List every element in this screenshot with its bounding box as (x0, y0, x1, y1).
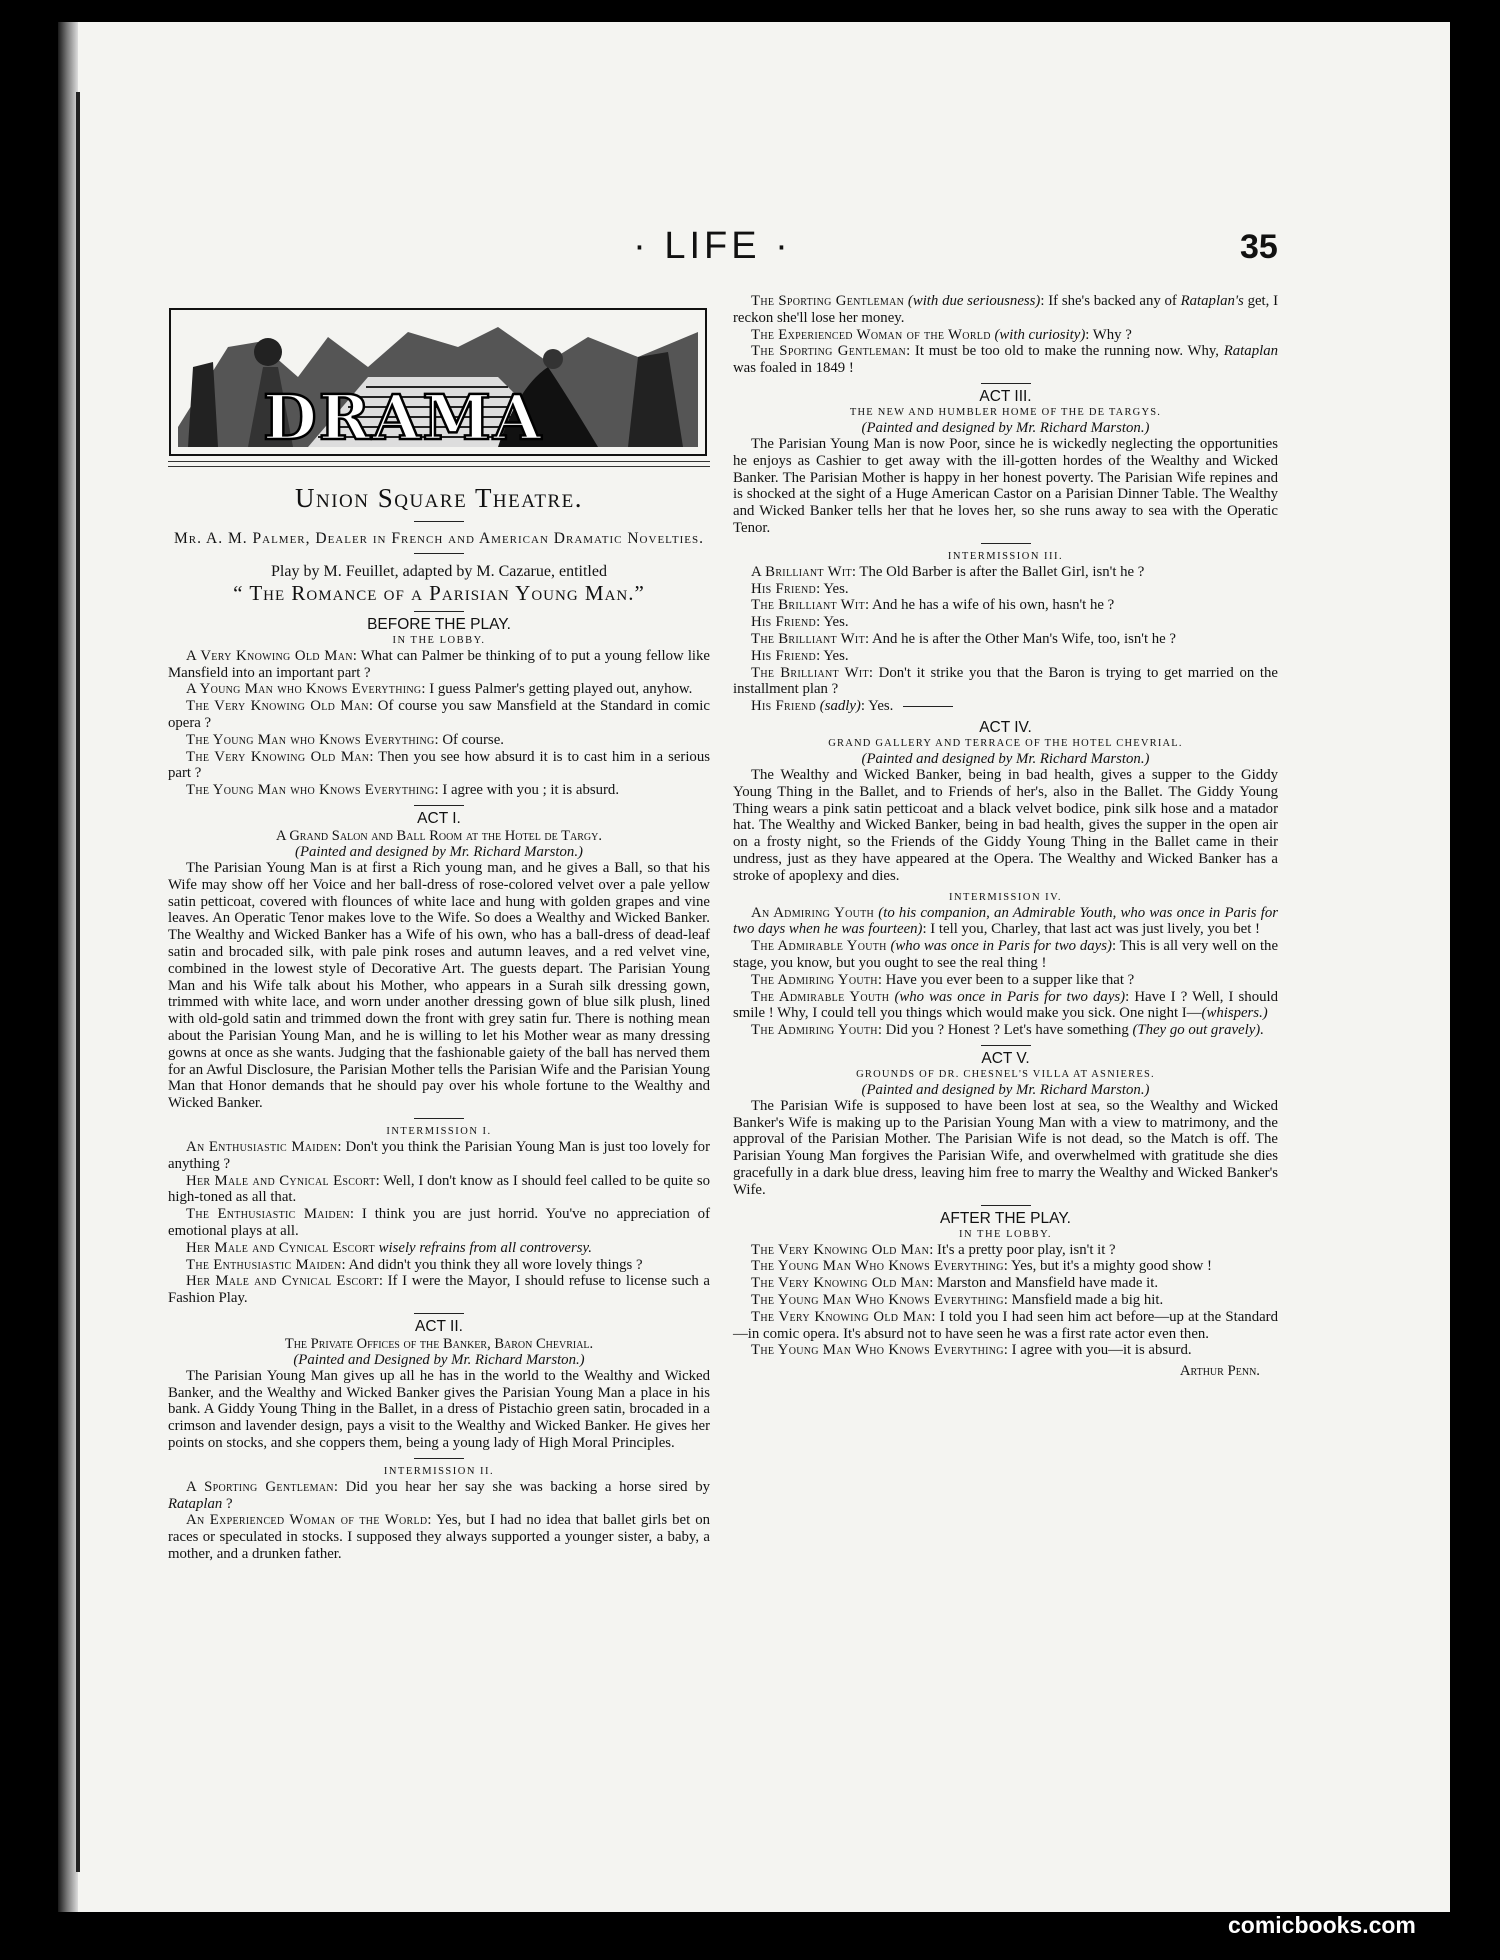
act-credit: (Painted and designed by Mr. Richard Marston.) (861, 750, 1150, 767)
dialogue-line: The Very Knowing Old Man: I told you I had seen him act before—up at the Standard—in comic opera. It's absurd not to have seen he was a first rate actor even then. (733, 1308, 1278, 1342)
dialogue-line: His Friend: Yes. (751, 580, 849, 597)
after-play-subheading: IN THE LOBBY. (959, 1228, 1052, 1240)
act-heading: ACT II. (415, 1317, 463, 1335)
dialogue-line: The Young Man who Knows Everything: Of course. (186, 731, 504, 748)
dialogue-line: The Brilliant Wit: And he has a wife of his own, hasn't he ? (751, 597, 1115, 614)
dialogue-line: A Sporting Gentleman: Did you hear her say she was backing a horse sired by Rataplan ? (168, 1478, 710, 1512)
act-synopsis: The Parisian Young Man is now Poor, since he is wickedly neglecting the opportunities he enjoys as Cashier to get away with the ill-gotten hordes of the Wealthy and Wicked Banker. The Parisian Mother is happy in her honest poverty. The Parisian Wife repines and is shocked at the sight of a Huge American Castor on a Parisian Dinner Table. The Wealthy and Wicked Banker tells her that he loves her, so she runs away to sea with the Operatic Tenor. (733, 435, 1278, 536)
dialogue-line: The Sporting Gentleman (with due seriousness): If she's backed any of Rataplan's get, I reckon she'll lose her money. (733, 293, 1279, 326)
dialogue-line: His Friend (sadly): Yes. (733, 698, 1278, 715)
dialogue-line: The Experienced Woman of the World (with curiosity): Why ? (751, 326, 1132, 343)
dialogue-line: Her Male and Cynical Escort wisely refrains from all controversy. (186, 1239, 592, 1256)
author-signature: Arthur Penn. (1179, 1363, 1260, 1380)
dialogue-line: His Friend: Yes. (751, 614, 849, 631)
dialogue-line: His Friend: Yes. (751, 647, 849, 664)
act-synopsis: The Wealthy and Wicked Banker, being in bad health, gives a supper to the Giddy Young Thing in the Ballet, and to Friends of her's, also in the Ballet. The Giddy Young Thing wears a pink satin petticoat and a black velvet bodice, pink silk hose and a matador hat. The Wealthy and Wicked Banker, being in bad health, gives the supper in the open air on a frosty night, so the Friends of the Giddy Young Thing in the Ballet came in their undress, just as they have appeared at the Opera. The Wealthy and Wicked Banker has a stroke of apoplexy and dies. (733, 766, 1278, 884)
act-credit: (Painted and designed by Mr. Richard Marston.) (861, 419, 1150, 436)
dialogue-line: The Brilliant Wit: And he is after the Other Man's Wife, too, isn't he ? (751, 630, 1177, 647)
act-credit: (Painted and designed by Mr. Richard Marston.) (861, 1081, 1150, 1098)
play-credit-line: Play by M. Feuillet, adapted by M. Cazarue, entitled (271, 563, 607, 580)
divider (981, 1205, 1031, 1206)
intermission-heading: INTERMISSION II. (383, 1465, 495, 1477)
divider (981, 383, 1031, 384)
dialogue-line: Her Male and Cynical Escort: Well, I don't know as I should feel called to be quite so high-toned as all that. (168, 1172, 710, 1206)
divider (414, 805, 464, 806)
divider (414, 611, 464, 612)
watermark: comicbooks.com (1228, 1912, 1416, 1938)
act-heading: ACT III. (979, 387, 1032, 405)
dialogue-line: The Admirable Youth (who was once in Paris for two days): This is all very well on the stage, you know, but you ought to see the real thing ! (733, 938, 1279, 971)
dialogue-line: The Admiring Youth: Have you ever been to a supper like that ? (751, 971, 1135, 988)
act-location: GRAND GALLERY AND TERRACE OF THE HOTEL CHEVRIAL. (828, 737, 1183, 749)
dialogue-line: The Very Knowing Old Man: Marston and Mansfield have made it. (751, 1275, 1159, 1292)
act-location: GROUNDS OF DR. CHESNEL'S VILLA AT ASNIERES. (856, 1068, 1155, 1080)
dialogue-line: The Enthusiastic Maiden: And didn't you think they all wore lovely things ? (186, 1256, 643, 1273)
dialogue-line: A Very Knowing Old Man: What can Palmer be thinking of to put a young fellow like Mansfield into an important part ? (168, 647, 711, 681)
before-play-subheading: IN THE LOBBY. (392, 634, 486, 646)
page-gutter-shadow (58, 22, 78, 1912)
dialogue-line: The Young Man Who Knows Everything: Mansfield made a big hit. (751, 1292, 1164, 1309)
after-play-heading: AFTER THE PLAY. (940, 1209, 1071, 1227)
act-location: The Private Offices of the Banker, Baron Chevrial. (284, 1335, 594, 1352)
dialogue-line: The Brilliant Wit: Don't it strike you that the Baron is trying to get married on the installment plan ? (733, 664, 1278, 698)
act-location: THE NEW AND HUMBLER HOME OF THE DE TARGYS. (849, 406, 1162, 418)
dialogue-line: The Sporting Gentleman: It must be too old to make the running now. Why, Rataplan was foaled in 1849 ! (733, 343, 1279, 377)
act-synopsis: The Parisian Young Man gives up all he has in the world to the Wealthy and Wicked Banker, and the Wealthy and Wicked Banker gives the Parisian Young Man a place in his bank. A Giddy Young Thing in the Ballet, in a dress of Pistachio green satin, brocaded in a crimson and lavender design, pays a visit to the Wealthy and Wicked Banker. He gives her points on stocks, and she coppers them, being a young lady of High Moral Principles. (168, 1367, 710, 1452)
intermission-heading: INTERMISSION IV. (948, 891, 1063, 903)
dialogue-line: The Young Man who Knows Everything: I agree with you ; it is absurd. (186, 782, 620, 799)
running-head: · LIFE · (633, 225, 792, 267)
play-title: “ The Romance of a Parisian Young Man.” (233, 580, 645, 605)
drama-banner-illustration (168, 307, 708, 457)
banner-double-rule (168, 461, 710, 467)
divider (414, 1118, 464, 1119)
act-synopsis: The Parisian Young Man is at first a Rich young man, and he gives a Ball, so that his Wife may show off her Voice and her ball-dress of rose-colored velvet over a pale yellow satin petticoat, covered with flounces of white lace and hung with golden grapes and vine leaves. An Operatic Tenor makes love to the Wife. So does a Wealthy and Wicked Banker. The Wealthy and Wicked Banker has a Wife of his own, who has a ball-dress of dead-leaf satin and brocaded silk, with pale pink roses and autumn leaves, and a red velvet vine, combined in the lowest style of Decorative Art. The guests depart. The Parisian Young Man and his Wife talk about his Mother, who appears in a Surah silk dressing gown, trimmed with white lace, and worn under another dressing gown of blue silk plush, lined with old-gold satin and trimmed down the front with grey satin fur. There is nothing mean about the Parisian Young Man, and he is willing to let his Mother wear as many dressing gowns at once as she wants. Judging that the fashionable gaiety of the ball has nerved them for an Awful Disclosure, the Parisian Mother tells the Parisian Wife and the Parisian Young Man that Honor demands that he should pay over his whole fortune to the Wealthy and Wicked Banker. (168, 859, 710, 1112)
act-heading: ACT IV. (979, 718, 1032, 736)
dialogue-line: The Very Knowing Old Man: Then you see how absurd it is to cast him in a serious part ? (168, 748, 710, 782)
right-column (733, 293, 1278, 1380)
dialogue-line: The Admiring Youth: Did you ? Honest ? Let's have something (They go out gravely). (751, 1022, 1264, 1039)
dialogue-line: An Enthusiastic Maiden: Don't you think the Parisian Young Man is just too lovely for anything ? (168, 1138, 711, 1172)
dialogue-line: An Admiring Youth (to his companion, an Admirable Youth, who was once in Paris for two days when he was fourteen): I tell you, Charley, that last act was just lively, you bet ! (733, 904, 1278, 938)
inline-divider (903, 706, 953, 707)
dialogue-line: The Enthusiastic Maiden: I think you are just horrid. You've no appreciation of emotional plays at all. (168, 1206, 710, 1239)
dialogue-line: An Experienced Woman of the World: Yes, but I had no idea that ballet girls bet on races or speculated in stocks. I supposed they always supported a younger sister, a baby, a mother, and a drunken father. (168, 1512, 710, 1563)
binding-line (76, 92, 80, 1872)
dialogue-line: A Young Man who Knows Everything: I guess Palmer's getting played out, anyhow. (186, 681, 693, 698)
page-number: 35 (1240, 228, 1278, 266)
dialogue-line: The Young Man Who Knows Everything: I agree with you—it is absurd. (751, 1342, 1192, 1359)
divider (414, 521, 464, 522)
act-synopsis: The Parisian Wife is supposed to have been lost at sea, so the Wealthy and Wicked Banker's Wife is making up to the Parisian Young Man with a view to matrimony, and the approval of the Parisian Mother. The Parisian Wife is not dead, so the Match is off. The Parisian Young Man forgives the Parisian Wife, and overwhelmed with gratitude she dies gracefully in a dark blue dress, leaving him free to marry the Wealthy and Wicked Banker's Wife. (733, 1097, 1278, 1198)
divider (981, 543, 1031, 544)
dialogue-line: Her Male and Cynical Escort: If I were the Mayor, I should refuse to license such a Fashion Play. (168, 1273, 710, 1307)
dialogue-line: The Very Knowing Old Man: Of course you saw Mansfield at the Standard in comic opera ? (168, 698, 710, 731)
intermission-heading: INTERMISSION I. (386, 1125, 492, 1137)
dialogue-line: The Admirable Youth (who was once in Paris for two days): Have I ? Well, I should smile ! Why, I could tell you things which would make you sick. One night I—(whispers.) (733, 988, 1279, 1022)
banner-word: DRAMA (263, 381, 544, 454)
theatre-heading: Union Square Theatre. (294, 483, 584, 513)
divider (981, 1045, 1031, 1046)
divider (414, 1313, 464, 1314)
act-credit: (Painted and designed by Mr. Richard Marston.) (295, 843, 583, 860)
act-location: A Grand Salon and Ball Room at the Hotel de Targy. (276, 827, 602, 844)
divider (414, 1458, 464, 1459)
divider (414, 553, 464, 554)
before-play-heading: BEFORE THE PLAY. (367, 615, 511, 633)
act-credit: (Painted and Designed by Mr. Richard Marston.) (293, 1351, 585, 1368)
act-heading: ACT V. (981, 1049, 1030, 1067)
act-heading: ACT I. (417, 809, 461, 827)
dialogue-line: The Young Man Who Knows Everything: Yes, but it's a mighty good show ! (751, 1258, 1212, 1275)
intermission-heading: INTERMISSION III. (947, 550, 1064, 562)
dialogue-line: A Brilliant Wit: The Old Barber is after the Ballet Girl, isn't he ? (751, 563, 1145, 580)
dialogue-line: The Very Knowing Old Man: It's a pretty poor play, isn't it ? (751, 1241, 1116, 1258)
left-column (168, 307, 710, 1563)
manager-line: Mr. A. M. Palmer, Dealer in French and American Dramatic Novelties. (174, 530, 704, 547)
